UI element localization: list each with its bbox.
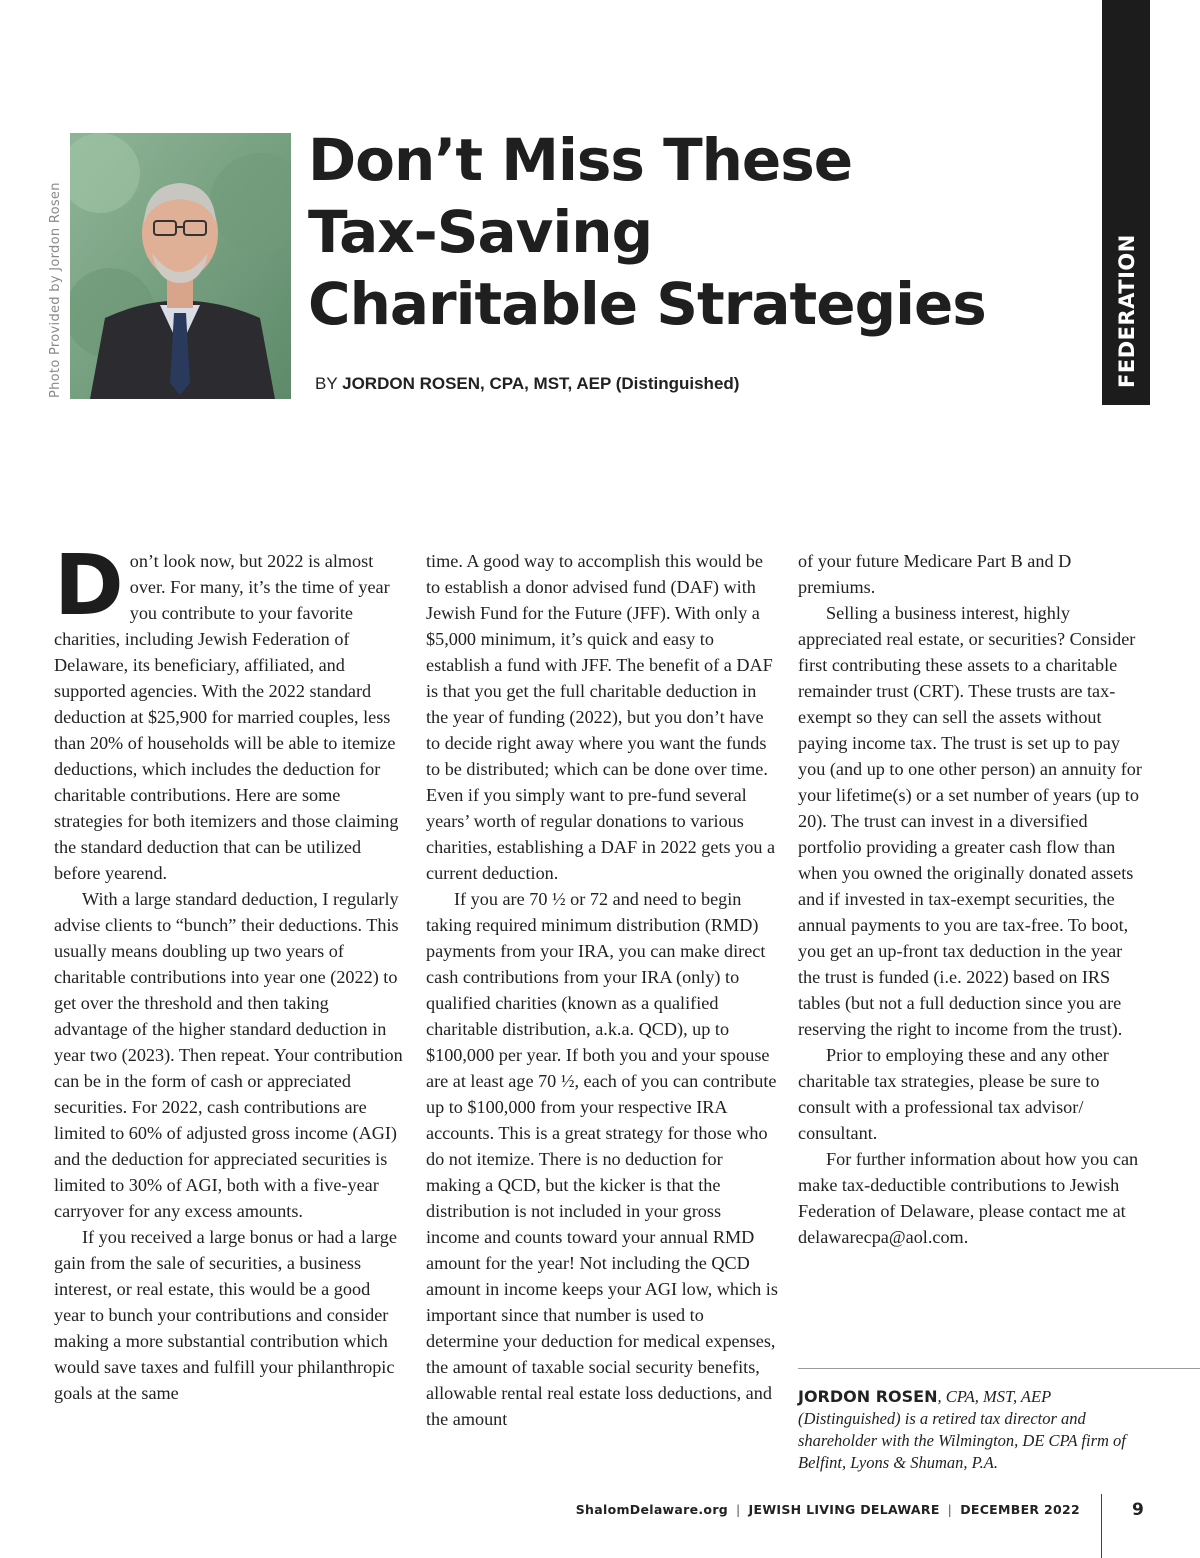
page-number: 9: [1132, 1500, 1144, 1520]
section-tab: [1102, 0, 1150, 405]
bio-divider: [798, 1368, 1200, 1369]
article-paragraph: Selling a business interest, highly appreciated real estate, or securities? Consider first contributing these assets to a charitable remainder trust (CRT). These trusts are tax-exempt so they can sell the assets without paying income tax. The trust is set up to pay you (and up to one other person) an annuity for your lifetime(s) or a set number of years (up to 20). The trust can invest in a diversified portfolio providing a greater cash flow than when you owned the originally donated assets and if invested in tax-exempt securities, the annual payments to you are tax-free. To boot, you get an up-front tax deduction in the year the trust is funded (i.e. 2022) based on IRS tables (but not a full deduction since you are reserving the right to income from the trust).: [798, 603, 1142, 1039]
footer-site: ShalomDelaware.org: [575, 1502, 729, 1517]
bio-text: , CPA, MST, AEP (Distinguished) is a retired tax director and shareholder with the Wilmington, DE CPA firm of Belfint, Lyons & Shuman, P.A.: [798, 1387, 1126, 1472]
article-paragraph: of your future Medicare Part B and D premiums.: [798, 551, 1072, 597]
footer-publication: JEWISH LIVING DELAWARE: [748, 1502, 940, 1517]
photo-credit: Photo Provided by Jordon Rosen: [48, 182, 63, 398]
article-paragraph: With a large standard deduction, I regularly advise clients to “bunch” their deductions. This usually means doubling up two years of charitable contributions into year one (2022) to get over the threshold and then taking advantage of the higher standard deduction in year two (2023). Then repeat. Your contribution can be in the form of cash or appreciated securities. For 2022, cash contributions are limited to 60% of adjusted gross income (AGI) and the deduction for appreciated securities is limited to 30% of AGI, both with a five-year carryover for any excess amounts.: [54, 889, 403, 1221]
headline-line-3: Charitable Strategies: [308, 270, 986, 338]
author-portrait: [70, 133, 291, 399]
article-paragraph: For further information about how you can make tax-deductible contributions to Jewish Federation of Delaware, please contact me at delawarecpa@aol.com.: [798, 1149, 1139, 1247]
bio-name: JORDON ROSEN: [798, 1387, 938, 1406]
article-paragraph: If you received a large bonus or had a large gain from the sale of securities, a business interest, or real estate, this would be a good year to bunch your contributions and consider making a more substantial contribution which would save taxes and fulfill your philanthropic goals at the same: [54, 1227, 397, 1403]
footer-separator: |: [947, 1502, 953, 1517]
byline: [315, 374, 739, 394]
headline-line-1: Don’t Miss These: [308, 126, 853, 194]
byline-prefix: BY: [315, 374, 338, 393]
author-bio: [798, 1386, 1143, 1474]
article-column-1: [54, 536, 404, 1406]
article-column-3: [798, 548, 1148, 1250]
paragraph-text: on’t look now, but 2022 is almost over. For many, it’s the time of year you contribute to your favorite charities, including Jewish Federation of Delaware, its beneficiary, affiliated, and supported agencies. With the 2022 standard deduction at $25,900 for married couples, less than 20% of households will be able to itemize deductions, which includes the deduction for charitable contributions. Here are some strategies for both itemizers and those claiming the standard deduction that can be utilized before yearend.: [54, 551, 399, 883]
article-paragraph: Prior to employing these and any other charitable tax strategies, please be sure to consult with a professional tax advisor/ consultant.: [798, 1045, 1109, 1143]
page-footer: [576, 1502, 1080, 1517]
byline-author: JORDON ROSEN, CPA, MST, AEP (Distinguished): [342, 374, 740, 393]
article-paragraph: [54, 536, 404, 886]
footer-divider: [1101, 1494, 1102, 1558]
article-column-2: [426, 548, 778, 1432]
article-paragraph: If you are 70 ½ or 72 and need to begin taking required minimum distribution (RMD) payments from your IRA, you can make direct cash contributions from your IRA (only) to qualified charities (known as a qualified charitable distribution, a.k.a. QCD), up to $100,000 per year. If both you and your spouse are at least age 70 ½, each of you can contribute up to $100,000 from your respective IRA accounts. This is a great strategy for those who do not itemize. There is no deduction for making a QCD, but the kicker is that the distribution is not included in your gross income and counts toward your annual RMD amount for the year! Not including the QCD amount in income keeps your AGI low, which is important since that number is used to determine your deduction for medical expenses, the amount of taxable social security benefits, allowable rental real estate loss deductions, and the amount: [426, 889, 778, 1429]
article-paragraph: time. A good way to accomplish this would be to establish a donor advised fund (DAF) with Jewish Fund for the Future (JFF). With only a $5,000 minimum, it’s quick and easy to establish a fund with JFF. The benefit of a DAF is that you get the full charitable deduction in the year of funding (2022), but you don’t have to decide right away where you want the funds to be distributed; which can be done over time. Even if you simply want to pre-fund several years’ worth of regular donations to various charities, establishing a DAF in 2022 gets you a current deduction.: [426, 551, 776, 883]
section-tab-label: FEDERATION: [1115, 234, 1139, 388]
footer-issue: DECEMBER 2022: [960, 1502, 1080, 1517]
headline-line-2: Tax-Saving: [308, 198, 653, 266]
footer-separator: |: [736, 1502, 741, 1517]
drop-cap: D: [54, 536, 124, 634]
article-headline: [308, 124, 1098, 340]
